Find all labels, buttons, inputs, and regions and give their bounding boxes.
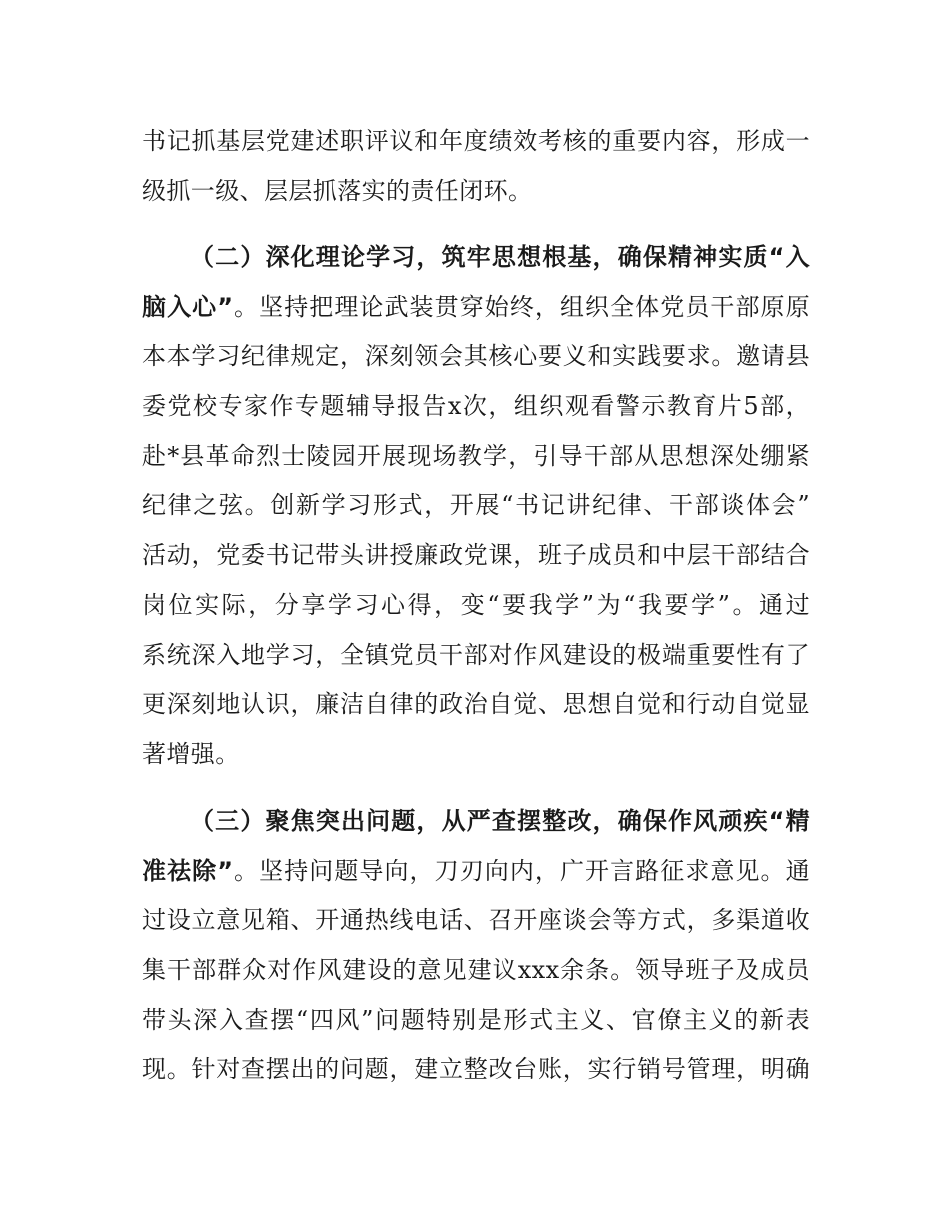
text-line <box>142 847 810 897</box>
section-heading-line: （三）聚焦突出问题，从严查摆整改，确保作风顽疾“精 <box>190 807 810 835</box>
paragraph-theory-study <box>142 233 810 780</box>
text-line: 本本学习纪律规定，深刻领会其核心要义和实践要求。邀请县 <box>142 342 810 371</box>
text-segment: 。坚持把理论武装贯穿始终，组织全体党员干部原原 <box>233 292 811 321</box>
text-line <box>142 283 810 333</box>
text-line: 纪律之弦。创新学习形式，开展“书记讲纪律、干部谈体会” <box>142 491 810 520</box>
text-line: 书记抓基层党建述职评议和年度绩效考核的重要内容，形成一 <box>142 127 810 155</box>
text-line: 委党校专家作专题辅导报告x次，组织观看警示教育片5部， <box>142 392 810 421</box>
section-heading-line: （二）深化理论学习，筑牢思想根基，确保精神实质“入 <box>190 243 810 271</box>
text-line: 著增强。 <box>142 739 240 768</box>
text-line: 过设立意见箱、开通热线电话、召开座谈会等方式，多渠道收 <box>142 906 810 935</box>
paragraph-continuation <box>142 117 810 216</box>
text-line: 集干部群众对作风建设的意见建议xxx余条。领导班子及成员 <box>142 956 810 985</box>
section-heading-tail: 脑入心” <box>142 292 234 321</box>
text-segment: 。坚持问题导向，刀刃向内，广开言路征求意见。通 <box>233 856 811 885</box>
text-line: 系统深入地学习，全镇党员干部对作风建设的极端重要性有了 <box>142 640 810 669</box>
text-line: 更深刻地认识，廉洁自律的政治自觉、思想自觉和行动自觉显 <box>142 690 810 719</box>
section-heading-tail: 准祛除” <box>142 856 234 885</box>
text-line: 带头深入查摆“四风”问题特别是形式主义、官僚主义的新表 <box>142 1005 810 1034</box>
text-line: 级抓一级、层层抓落实的责任闭环。 <box>142 176 533 205</box>
paragraph-problem-rectification <box>142 797 810 1095</box>
text-line: 岗位实际，分享学习心得，变“要我学”为“我要学”。通过 <box>142 590 810 619</box>
text-line: 活动，党委书记带头讲授廉政党课，班子成员和中层干部结合 <box>142 541 810 570</box>
text-line: 现。针对查摆出的问题，建立整改台账，实行销号管理，明确 <box>142 1055 810 1084</box>
text-line: 赴*县革命烈士陵园开展现场教学，引导干部从思想深处绷紧 <box>142 441 810 470</box>
